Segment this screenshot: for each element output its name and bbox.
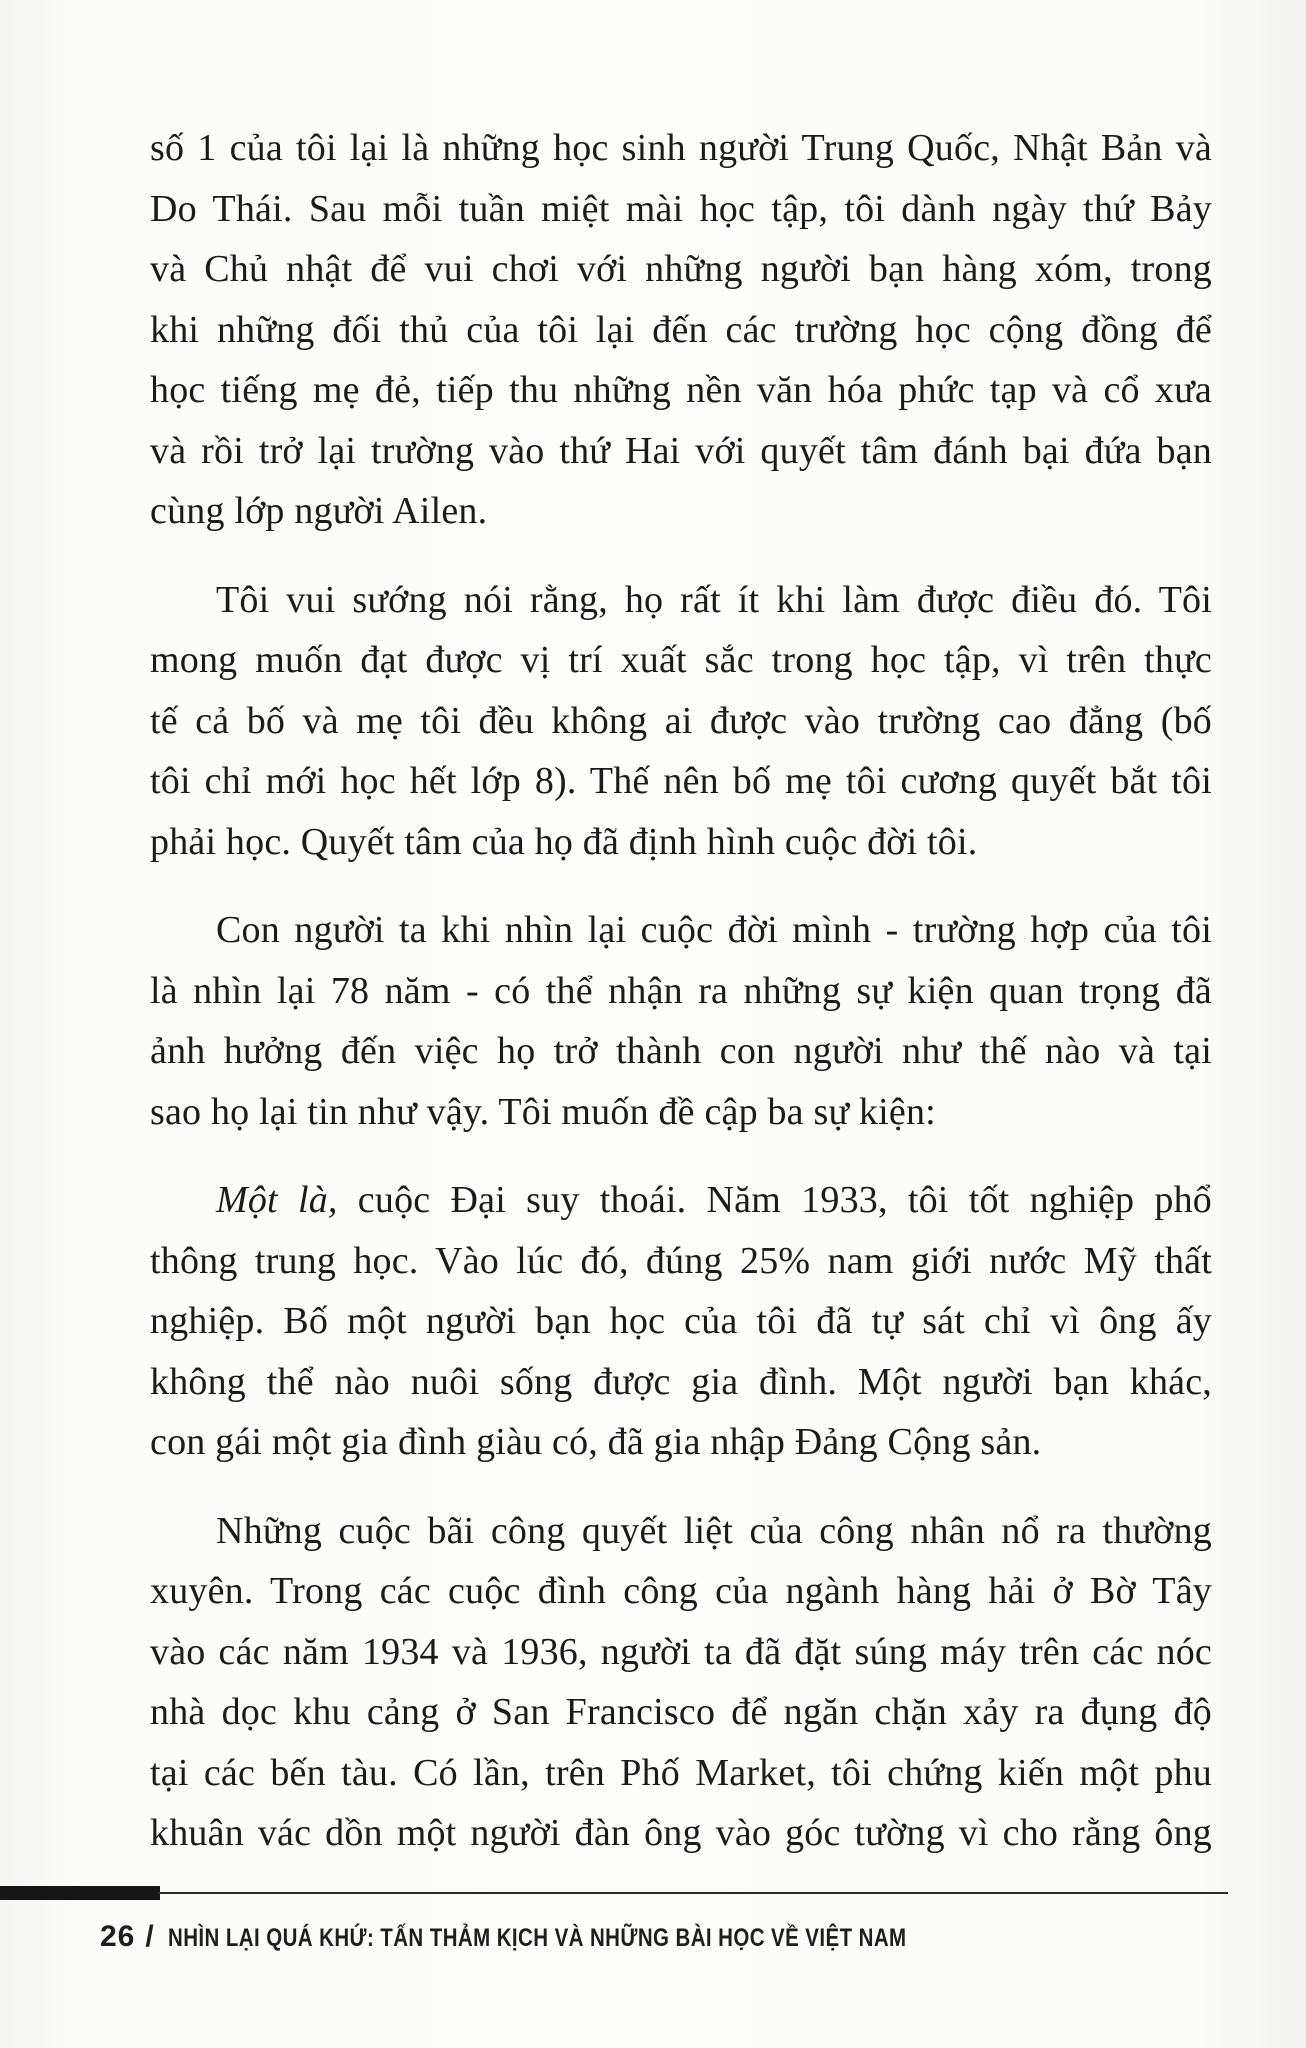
paragraph-3: [150, 900, 1212, 1142]
text-line: con gái một gia đình giàu có, đã gia nhập Đảng Cộng sản.: [150, 1421, 1042, 1463]
italic-lead: Một là,: [216, 1179, 338, 1221]
text-line: và rồi trở lại trường vào thứ Hai với quyết tâm đánh bại đứa bạn: [150, 429, 1212, 472]
text-line: số 1 của tôi lại là những học sinh người Trung Quốc, Nhật Bản và: [150, 127, 1212, 169]
running-head: NHÌN LẠI QUÁ KHỨ: TẤN THẢM KỊCH VÀ NHỮNG BÀI HỌC VỀ VIỆT NAM: [167, 1924, 907, 1952]
text-fragment: cuộc Đại suy thoái. Năm 1933, tôi tốt nghiệp phổ: [337, 1179, 1212, 1221]
page-footer: [100, 1920, 1200, 1970]
text-line-lead: [150, 1170, 1212, 1231]
footer-separator: /: [145, 1920, 154, 1953]
text-line: phải học. Quyết tâm của họ đã định hình cuộc đời tôi.: [150, 820, 978, 863]
text-line: xuyên. Trong các cuộc đình công của ngành hàng hải ở Bờ Tây: [150, 1570, 1212, 1612]
paragraph-4: [150, 1170, 1212, 1473]
text-line: tại các bến tàu. Có lần, trên Phố Market, tôi chứng kiến một phu: [150, 1751, 1212, 1794]
text-line: Do Thái. Sau mỗi tuần miệt mài học tập, tôi dành ngày thứ Bảy: [150, 187, 1212, 230]
text-line: Những cuộc bãi công quyết liệt của công nhân nổ ra thường: [216, 1509, 1212, 1552]
text-line: không thể nào nuôi sống được gia đình. Một người bạn khác,: [150, 1360, 1212, 1403]
text-line: thông trung học. Vào lúc đó, đúng 25% nam giới nước Mỹ thất: [150, 1239, 1212, 1282]
text-line: là nhìn lại 78 năm - có thể nhận ra những sự kiện quan trọng đã: [150, 969, 1212, 1012]
text-line: học tiếng mẹ đẻ, tiếp thu những nền văn hóa phức tạp và cổ xưa: [150, 369, 1212, 411]
paragraph-2: [150, 570, 1212, 873]
text-line: mong muốn đạt được vị trí xuất sắc trong học tập, vì trên thực: [150, 639, 1212, 681]
body-text: [150, 118, 1212, 1892]
page-number: 26: [100, 1920, 136, 1953]
text-line: vào các năm 1934 và 1936, người ta đã đặt súng máy trên các nóc: [150, 1630, 1212, 1673]
paragraph-1: [150, 118, 1212, 542]
text-line: nghiệp. Bố một người bạn học của tôi đã tự sát chỉ vì ông ấy: [150, 1300, 1212, 1342]
text-line: cùng lớp người Ailen.: [150, 490, 488, 532]
text-line: tế cả bố và mẹ tôi đều không ai được vào trường cao đẳng (bố: [150, 699, 1212, 742]
footer-rule: [158, 1892, 1228, 1894]
footer-rule-thick: [0, 1886, 160, 1900]
text-line: tôi chỉ mới học hết lớp 8). Thế nên bố mẹ tôi cương quyết bắt tôi: [150, 760, 1212, 802]
paragraph-5: [150, 1501, 1212, 1864]
text-line: nhà dọc khu cảng ở San Francisco để ngăn chặn xảy ra đụng độ: [150, 1691, 1212, 1733]
text-line: sao họ lại tin như vậy. Tôi muốn đề cập ba sự kiện:: [150, 1090, 936, 1133]
text-line: ảnh hưởng đến việc họ trở thành con người như thế nào và tại: [150, 1030, 1212, 1072]
text-line: khi những đối thủ của tôi lại đến các trường học cộng đồng để: [150, 308, 1212, 351]
text-line: Con người ta khi nhìn lại cuộc đời mình - trường hợp của tôi: [216, 909, 1212, 951]
text-line: khuân vác dồn một người đàn ông vào góc tường vì cho rằng ông: [150, 1812, 1212, 1854]
text-line: Tôi vui sướng nói rằng, họ rất ít khi làm được điều đó. Tôi: [216, 578, 1212, 621]
text-line: và Chủ nhật để vui chơi với những người bạn hàng xóm, trong: [150, 248, 1212, 290]
